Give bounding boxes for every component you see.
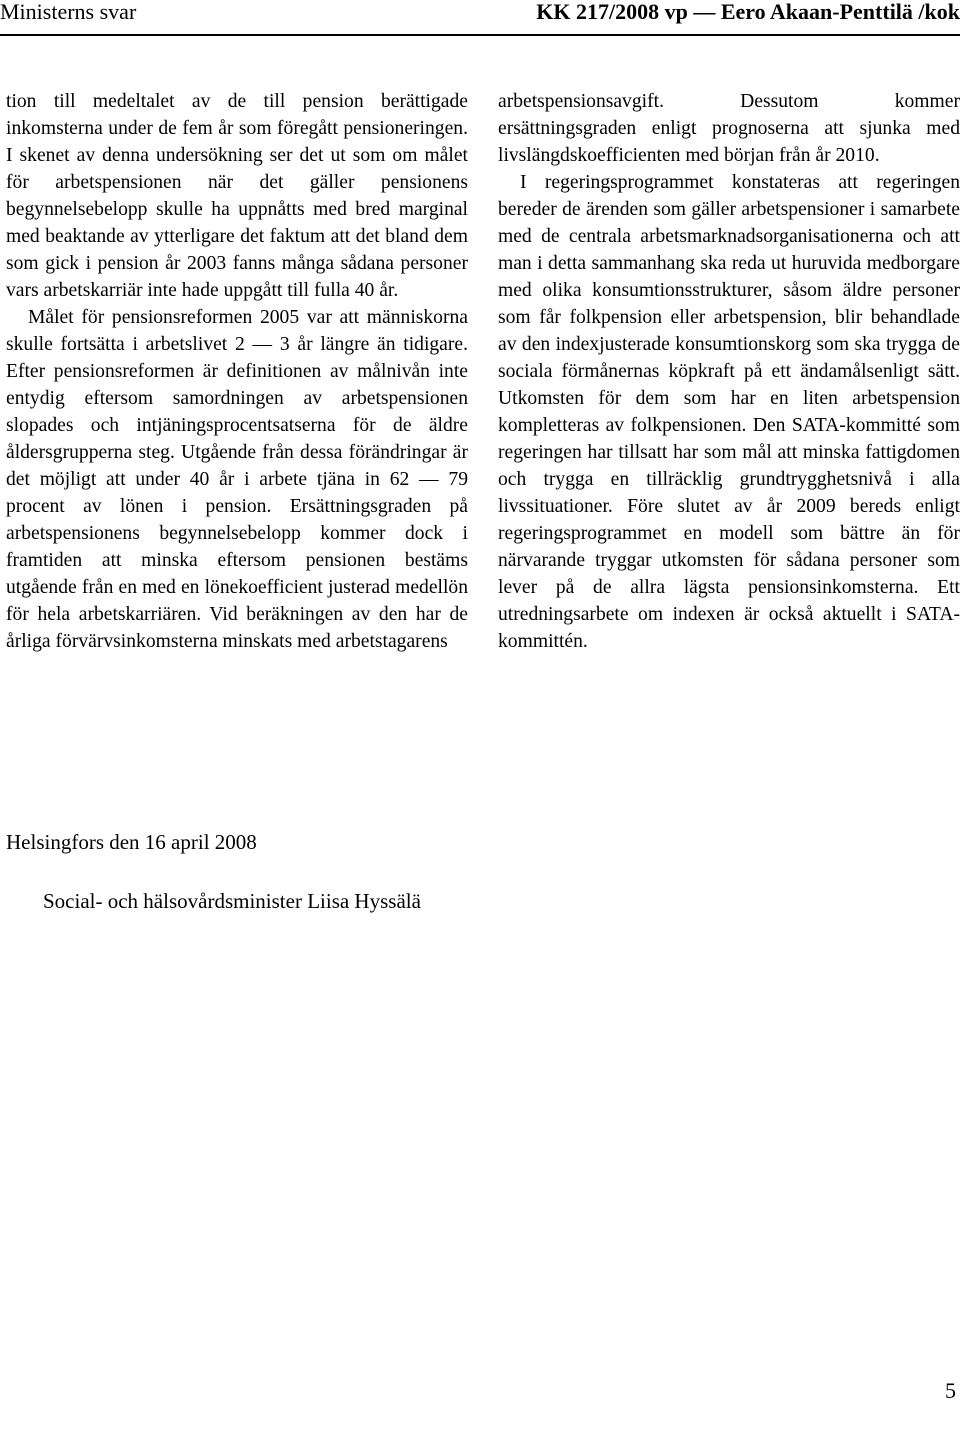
page-number: 5 (945, 1378, 956, 1403)
place-and-date: Helsingfors den 16 april 2008 (6, 830, 257, 854)
signatory: Social- och hälsovårdsminister Liisa Hyssälä (43, 889, 421, 913)
body-paragraph: tion till medeltalet av de till pension berättigade inkomsterna under de fem år som föregått pensioneringen. I skenet av denna undersökning ser det ut som om målet för arbetspensionen när det gäller pensionens begynnelsebelopp skulle ha uppnåtts med bred marginal med beaktande av ytterligare det faktum att det bland dem som gick i pension år 2003 fanns många sådana personer vars arbetskarriär inte hade uppgått till fulla 40 år. (6, 91, 468, 301)
body-paragraph: arbetspensionsavgift. Dessutom kommer ersättningsgraden enligt prognoserna att sjunka med livslängdskoefficienten med början från år 2010. (498, 91, 960, 166)
body-paragraph: I regeringsprogrammet konstateras att regeringen bereder de ärenden som gäller arbetspensioner i samarbete med de centrala arbetsmarknadsorganisationerna och att man i detta sammanhang ska reda ut huruvida medborgare med olika konsumtionsstrukturer, såsom äldre personer som får folkpension eller arbetspension, blir behandlade av den indexjusterade konsumtionskorg som ska trygga de sociala förmånernas köpkraft på ett ändamålsenligt sätt. Utkomsten för dem som har en liten arbetspension kompletteras av folkpensionen. Den SATA-kommitté som regeringen har tillsatt har som mål att minska fattigdomen och trygga en tillräcklig grundtrygghetsnivå i alla livssituationer. Före slutet av år 2009 bereds enligt regeringsprogrammet en modell som bättre än för närvarande tryggar utkomsten för sådana personer som lever på de allra lägsta pensionsinkomsterna. Ett utredningsarbete om indexen är också aktuellt i SATA-kommittén. (498, 172, 960, 652)
header-divider (0, 34, 960, 36)
left-text-column (6, 88, 468, 655)
section-title: Ministerns svar (0, 0, 137, 24)
body-paragraph: Målet för pensionsreformen 2005 var att människorna skulle fortsätta i arbetslivet 2 — 3 år längre än tidigare. Efter pensionsreformen är definitionen av målnivån inte entydig eftersom samordningen av arbetspensionen slopades och intjäningsprocentsatserna för de äldre åldersgrupperna steg. Utgående från dessa förändringar är det möjligt att under 40 år i arbete tjäna in 62 — 79 procent av lönen i pension. Ersättningsgraden på arbetspensionens begynnelsebelopp kommer dock i framtiden att minska eftersom pensionen bestäms utgående från en med en lönekoefficient justerad medellön för hela arbetskarriären. Vid beräkningen av den har de årliga förvärvsinkomsterna minskats med arbetstagarens (6, 307, 468, 652)
document-reference: KK 217/2008 vp — Eero Akaan-Penttilä /kok (536, 0, 960, 24)
right-text-column (498, 88, 960, 655)
